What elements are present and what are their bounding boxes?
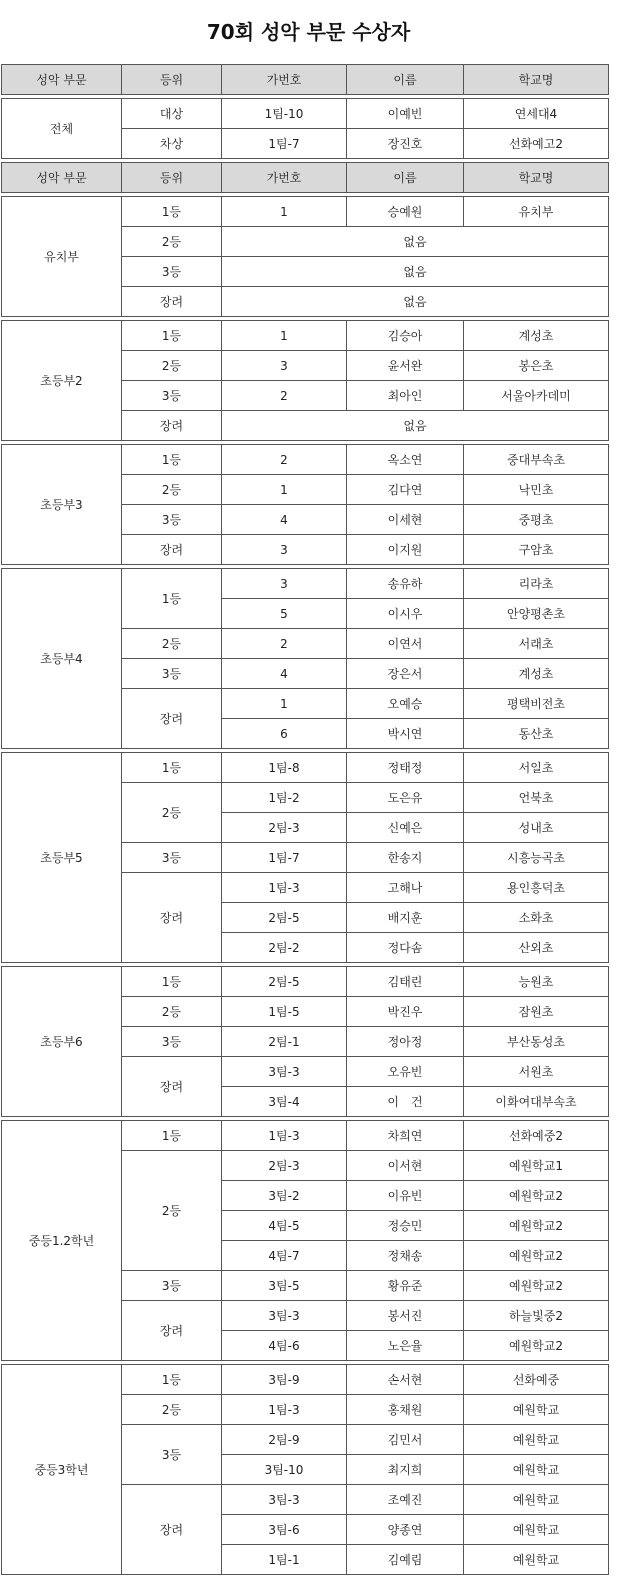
table-row	[2, 99, 609, 129]
school-cell: 봉은초	[464, 351, 609, 381]
entry-number-cell: 2팀-3	[222, 1151, 347, 1181]
rank-cell: 차상	[122, 129, 222, 159]
entry-number-cell: 4팀-6	[222, 1331, 347, 1361]
entry-number-cell: 1팀-3	[222, 873, 347, 903]
name-cell: 김민서	[347, 1425, 464, 1455]
entry-number-cell: 2	[222, 445, 347, 475]
entry-number-cell: 4	[222, 659, 347, 689]
school-cell: 잠원초	[464, 997, 609, 1027]
school-cell: 예원학교	[464, 1485, 609, 1515]
rank-cell: 장려	[122, 873, 222, 963]
entry-number-cell: 1팀-3	[222, 1395, 347, 1425]
rank-cell: 2등	[122, 997, 222, 1027]
entry-number-cell: 1팀-10	[222, 99, 347, 129]
entry-number-cell: 1팀-8	[222, 753, 347, 783]
rank-cell: 2등	[122, 227, 222, 257]
entry-number-cell: 1	[222, 321, 347, 351]
entry-number-cell: 4팀-5	[222, 1211, 347, 1241]
rank-cell: 1등	[122, 1365, 222, 1395]
name-cell: 황유준	[347, 1271, 464, 1301]
name-cell: 조예진	[347, 1485, 464, 1515]
school-cell: 예원학교	[464, 1395, 609, 1425]
name-cell: 윤서완	[347, 351, 464, 381]
name-cell: 한송지	[347, 843, 464, 873]
none-cell: 없음	[222, 257, 609, 287]
school-cell: 예원학교2	[464, 1181, 609, 1211]
school-cell: 선화예중2	[464, 1121, 609, 1151]
rank-cell: 장려	[122, 1057, 222, 1117]
school-cell: 구암초	[464, 535, 609, 565]
division-cell: 초등부2	[2, 321, 122, 441]
header-entry-number: 가번호	[222, 65, 347, 95]
name-cell: 이시우	[347, 599, 464, 629]
name-cell: 박시연	[347, 719, 464, 749]
header-division: 성악 부문	[2, 65, 122, 95]
table-row	[2, 753, 609, 783]
name-cell: 김다연	[347, 475, 464, 505]
rank-cell: 3등	[122, 1425, 222, 1485]
table-header-row	[2, 163, 609, 193]
name-cell: 장진호	[347, 129, 464, 159]
rank-cell: 3등	[122, 1027, 222, 1057]
rank-cell: 2등	[122, 629, 222, 659]
rank-cell: 3등	[122, 381, 222, 411]
division-cell: 초등부3	[2, 445, 122, 565]
name-cell: 정아정	[347, 1027, 464, 1057]
school-cell: 하늘빛중2	[464, 1301, 609, 1331]
rank-cell: 3등	[122, 505, 222, 535]
rank-cell: 1등	[122, 197, 222, 227]
name-cell: 정태정	[347, 753, 464, 783]
school-cell: 중평초	[464, 505, 609, 535]
rank-cell: 1등	[122, 445, 222, 475]
none-cell: 없음	[222, 287, 609, 317]
school-cell: 성내초	[464, 813, 609, 843]
name-cell: 정승민	[347, 1211, 464, 1241]
school-cell: 계성초	[464, 659, 609, 689]
name-cell: 이 건	[347, 1087, 464, 1117]
rank-cell: 2등	[122, 1395, 222, 1425]
entry-number-cell: 2팀-2	[222, 933, 347, 963]
division-cell: 중등1.2학년	[2, 1121, 122, 1361]
school-cell: 예원학교2	[464, 1271, 609, 1301]
none-cell: 없음	[222, 227, 609, 257]
rank-cell: 장려	[122, 1485, 222, 1575]
name-cell: 이연서	[347, 629, 464, 659]
school-cell: 부산동성초	[464, 1027, 609, 1057]
name-cell: 이세현	[347, 505, 464, 535]
header-entry-number: 가번호	[222, 163, 347, 193]
school-cell: 선화예중	[464, 1365, 609, 1395]
table-row	[2, 321, 609, 351]
entry-number-cell: 1팀-1	[222, 1545, 347, 1575]
entry-number-cell: 5	[222, 599, 347, 629]
name-cell: 봉서진	[347, 1301, 464, 1331]
entry-number-cell: 3팀-3	[222, 1057, 347, 1087]
entry-number-cell: 2팀-5	[222, 903, 347, 933]
entry-number-cell: 2팀-3	[222, 813, 347, 843]
school-cell: 예원학교1	[464, 1151, 609, 1181]
header-rank: 등위	[122, 65, 222, 95]
rank-cell: 2등	[122, 1151, 222, 1271]
name-cell: 정다솜	[347, 933, 464, 963]
division-cell: 중등3학년	[2, 1365, 122, 1575]
entry-number-cell: 2	[222, 381, 347, 411]
name-cell: 최지희	[347, 1455, 464, 1485]
school-cell: 서일초	[464, 753, 609, 783]
entry-number-cell: 3	[222, 569, 347, 599]
entry-number-cell: 2팀-1	[222, 1027, 347, 1057]
results-table	[1, 64, 609, 1575]
name-cell: 김태린	[347, 967, 464, 997]
division-cell: 초등부5	[2, 753, 122, 963]
entry-number-cell: 2팀-9	[222, 1425, 347, 1455]
rank-cell: 1등	[122, 321, 222, 351]
school-cell: 이화여대부속초	[464, 1087, 609, 1117]
rank-cell: 1등	[122, 569, 222, 629]
rank-cell: 장려	[122, 535, 222, 565]
entry-number-cell: 2	[222, 629, 347, 659]
entry-number-cell: 4	[222, 505, 347, 535]
header-name: 이름	[347, 65, 464, 95]
page-title: 70회 성악 부문 수상자	[206, 20, 411, 44]
table-row	[2, 1121, 609, 1151]
school-cell: 예원학교	[464, 1455, 609, 1485]
name-cell: 노은율	[347, 1331, 464, 1361]
division-cell: 유치부	[2, 197, 122, 317]
rank-cell: 2등	[122, 475, 222, 505]
name-cell: 송유하	[347, 569, 464, 599]
header-rank: 등위	[122, 163, 222, 193]
school-cell: 예원학교	[464, 1425, 609, 1455]
school-cell: 중대부속초	[464, 445, 609, 475]
division-cell: 전체	[2, 99, 122, 159]
school-cell: 예원학교2	[464, 1211, 609, 1241]
name-cell: 오유빈	[347, 1057, 464, 1087]
rank-cell: 3등	[122, 659, 222, 689]
name-cell: 오예승	[347, 689, 464, 719]
table-row	[2, 1365, 609, 1395]
school-cell: 안양평촌초	[464, 599, 609, 629]
rank-cell: 2등	[122, 783, 222, 843]
school-cell: 예원학교	[464, 1515, 609, 1545]
name-cell: 최아인	[347, 381, 464, 411]
school-cell: 계성초	[464, 321, 609, 351]
rank-cell: 장려	[122, 287, 222, 317]
table-row	[2, 445, 609, 475]
rank-cell: 1등	[122, 1121, 222, 1151]
rank-cell: 3등	[122, 843, 222, 873]
table-row	[2, 967, 609, 997]
table-row	[2, 569, 609, 599]
school-cell: 능원초	[464, 967, 609, 997]
name-cell: 도은유	[347, 783, 464, 813]
entry-number-cell: 1팀-7	[222, 843, 347, 873]
name-cell: 박진우	[347, 997, 464, 1027]
entry-number-cell: 3팀-6	[222, 1515, 347, 1545]
school-cell: 리라초	[464, 569, 609, 599]
none-cell: 없음	[222, 411, 609, 441]
entry-number-cell: 3	[222, 535, 347, 565]
school-cell: 연세대4	[464, 99, 609, 129]
name-cell: 옥소연	[347, 445, 464, 475]
school-cell: 산외초	[464, 933, 609, 963]
rank-cell: 3등	[122, 257, 222, 287]
table-header-row	[2, 65, 609, 95]
entry-number-cell: 3	[222, 351, 347, 381]
entry-number-cell: 1팀-2	[222, 783, 347, 813]
entry-number-cell: 6	[222, 719, 347, 749]
rank-cell: 2등	[122, 351, 222, 381]
rank-cell: 대상	[122, 99, 222, 129]
name-cell: 이지원	[347, 535, 464, 565]
school-cell: 소화초	[464, 903, 609, 933]
school-cell: 서울아카데미	[464, 381, 609, 411]
rank-cell: 1등	[122, 753, 222, 783]
entry-number-cell: 3팀-2	[222, 1181, 347, 1211]
school-cell: 동산초	[464, 719, 609, 749]
header-division: 성악 부문	[2, 163, 122, 193]
school-cell: 유치부	[464, 197, 609, 227]
name-cell: 양종연	[347, 1515, 464, 1545]
name-cell: 홍채원	[347, 1395, 464, 1425]
entry-number-cell: 1	[222, 475, 347, 505]
name-cell: 배지훈	[347, 903, 464, 933]
entry-number-cell: 2팀-5	[222, 967, 347, 997]
name-cell: 이유빈	[347, 1181, 464, 1211]
rank-cell: 3등	[122, 1271, 222, 1301]
entry-number-cell: 3팀-3	[222, 1301, 347, 1331]
school-cell: 예원학교2	[464, 1331, 609, 1361]
entry-number-cell: 3팀-9	[222, 1365, 347, 1395]
entry-number-cell: 4팀-7	[222, 1241, 347, 1271]
name-cell: 이서현	[347, 1151, 464, 1181]
entry-number-cell: 3팀-4	[222, 1087, 347, 1117]
entry-number-cell: 3팀-3	[222, 1485, 347, 1515]
school-cell: 예원학교2	[464, 1241, 609, 1271]
division-cell: 초등부6	[2, 967, 122, 1117]
school-cell: 서래초	[464, 629, 609, 659]
name-cell: 김예림	[347, 1545, 464, 1575]
school-cell: 언북초	[464, 783, 609, 813]
school-cell: 서원초	[464, 1057, 609, 1087]
rank-cell: 장려	[122, 1301, 222, 1361]
rank-cell: 장려	[122, 689, 222, 749]
table-row	[2, 197, 609, 227]
name-cell: 김승아	[347, 321, 464, 351]
header-name: 이름	[347, 163, 464, 193]
division-cell: 초등부4	[2, 569, 122, 749]
school-cell: 예원학교	[464, 1545, 609, 1575]
entry-number-cell: 1팀-5	[222, 997, 347, 1027]
name-cell: 신예은	[347, 813, 464, 843]
school-cell: 낙민초	[464, 475, 609, 505]
results-table-body	[2, 65, 609, 1575]
entry-number-cell: 3팀-5	[222, 1271, 347, 1301]
school-cell: 시흥능곡초	[464, 843, 609, 873]
name-cell: 정채송	[347, 1241, 464, 1271]
name-cell: 이예빈	[347, 99, 464, 129]
entry-number-cell: 1	[222, 197, 347, 227]
entry-number-cell: 3팀-10	[222, 1455, 347, 1485]
name-cell: 고해나	[347, 873, 464, 903]
entry-number-cell: 1팀-7	[222, 129, 347, 159]
name-cell: 승예원	[347, 197, 464, 227]
rank-cell: 1등	[122, 967, 222, 997]
school-cell: 용인흥덕초	[464, 873, 609, 903]
name-cell: 손서현	[347, 1365, 464, 1395]
rank-cell: 장려	[122, 411, 222, 441]
entry-number-cell: 1	[222, 689, 347, 719]
header-school: 학교명	[464, 163, 609, 193]
school-cell: 선화예고2	[464, 129, 609, 159]
header-school: 학교명	[464, 65, 609, 95]
entry-number-cell: 1팀-3	[222, 1121, 347, 1151]
name-cell: 차희연	[347, 1121, 464, 1151]
school-cell: 평택비전초	[464, 689, 609, 719]
name-cell: 장은서	[347, 659, 464, 689]
